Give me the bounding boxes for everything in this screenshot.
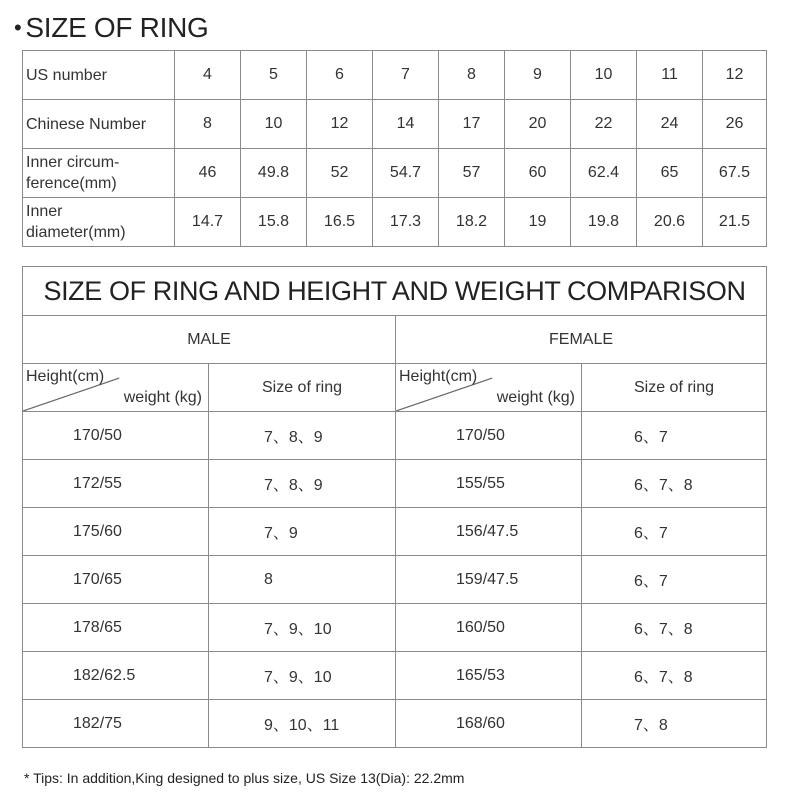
table-cell: 54.7 bbox=[373, 149, 439, 198]
female-header: FEMALE bbox=[396, 316, 767, 364]
male-ring-size: 9、10、11 bbox=[209, 700, 396, 748]
male-height-weight: 172/55 bbox=[23, 460, 209, 508]
table-cell: 26 bbox=[703, 100, 767, 149]
table-cell: 19 bbox=[505, 198, 571, 247]
male-height-weight: 178/65 bbox=[23, 604, 209, 652]
table-cell: 15.8 bbox=[241, 198, 307, 247]
table-row bbox=[23, 556, 767, 604]
table-row bbox=[23, 652, 767, 700]
table-cell: 17 bbox=[439, 100, 505, 149]
table-cell: 11 bbox=[637, 51, 703, 100]
table-cell: 52 bbox=[307, 149, 373, 198]
row-label: US number bbox=[23, 51, 175, 100]
title-bullet: • bbox=[14, 15, 22, 40]
table-cell: 49.8 bbox=[241, 149, 307, 198]
table-row bbox=[23, 604, 767, 652]
column-header-row bbox=[23, 364, 767, 412]
female-size-header: Size of ring bbox=[582, 364, 767, 412]
table-cell: 10 bbox=[571, 51, 637, 100]
table-cell: 5 bbox=[241, 51, 307, 100]
table-cell: 10 bbox=[241, 100, 307, 149]
female-height-weight: 159/47.5 bbox=[396, 556, 582, 604]
table-cell: 19.8 bbox=[571, 198, 637, 247]
table-cell: 18.2 bbox=[439, 198, 505, 247]
table-cell: 14 bbox=[373, 100, 439, 149]
table-cell: 14.7 bbox=[175, 198, 241, 247]
table-cell: 8 bbox=[175, 100, 241, 149]
female-ring-size: 6、7、8 bbox=[582, 604, 767, 652]
height-label: Height(cm) bbox=[399, 368, 478, 385]
male-height-weight: 175/60 bbox=[23, 508, 209, 556]
female-ring-size: 6、7、8 bbox=[582, 460, 767, 508]
male-ring-size: 7、8、9 bbox=[209, 412, 396, 460]
female-height-weight: 165/53 bbox=[396, 652, 582, 700]
table-row bbox=[23, 460, 767, 508]
table-row bbox=[23, 508, 767, 556]
row-label bbox=[23, 198, 175, 247]
table-cell: 21.5 bbox=[703, 198, 767, 247]
table-cell: 57 bbox=[439, 149, 505, 198]
table-cell: 22 bbox=[571, 100, 637, 149]
female-ring-size: 7、8 bbox=[582, 700, 767, 748]
male-height-weight: 170/50 bbox=[23, 412, 209, 460]
table-row bbox=[23, 700, 767, 748]
table-cell: 16.5 bbox=[307, 198, 373, 247]
comparison-title: SIZE OF RING AND HEIGHT AND WEIGHT COMPARISON bbox=[23, 267, 767, 316]
male-ring-size: 7、9 bbox=[209, 508, 396, 556]
female-height-weight: 156/47.5 bbox=[396, 508, 582, 556]
female-height-weight: 168/60 bbox=[396, 700, 582, 748]
female-height-weight: 170/50 bbox=[396, 412, 582, 460]
table-cell: 9 bbox=[505, 51, 571, 100]
tips-note: * Tips: In addition,King designed to plus size, US Size 13(Dia): 22.2mm bbox=[24, 770, 465, 786]
table-cell: 20.6 bbox=[637, 198, 703, 247]
table-cell: 6 bbox=[307, 51, 373, 100]
row-label bbox=[23, 149, 175, 198]
height-label: Height(cm) bbox=[26, 368, 105, 385]
row-label-line: Inner bbox=[26, 203, 63, 220]
male-size-header: Size of ring bbox=[209, 364, 396, 412]
table-cell: 65 bbox=[637, 149, 703, 198]
row-label: Chinese Number bbox=[23, 100, 175, 149]
inner-circumference-row bbox=[23, 149, 767, 198]
weight-label: weight (kg) bbox=[123, 389, 202, 406]
table-cell: 60 bbox=[505, 149, 571, 198]
female-height-weight: 155/55 bbox=[396, 460, 582, 508]
male-height-weight: 182/62.5 bbox=[23, 652, 209, 700]
female-height-weight-header bbox=[396, 364, 582, 412]
female-ring-size: 6、7、8 bbox=[582, 652, 767, 700]
male-ring-size: 8 bbox=[209, 556, 396, 604]
title-text: SIZE OF RING bbox=[25, 12, 209, 43]
male-ring-size: 7、8、9 bbox=[209, 460, 396, 508]
us-number-row bbox=[23, 51, 767, 100]
table-cell: 4 bbox=[175, 51, 241, 100]
row-label-line: diameter(mm) bbox=[26, 224, 126, 241]
table-cell: 46 bbox=[175, 149, 241, 198]
male-height-weight: 182/75 bbox=[23, 700, 209, 748]
female-ring-size: 6、7 bbox=[582, 556, 767, 604]
chinese-number-row bbox=[23, 100, 767, 149]
table-cell: 67.5 bbox=[703, 149, 767, 198]
row-label-line: Inner circum- bbox=[26, 154, 120, 171]
male-ring-size: 7、9、10 bbox=[209, 652, 396, 700]
table-cell: 62.4 bbox=[571, 149, 637, 198]
table-cell: 12 bbox=[703, 51, 767, 100]
male-height-weight-header bbox=[23, 364, 209, 412]
female-ring-size: 6、7 bbox=[582, 508, 767, 556]
page-title bbox=[14, 12, 208, 44]
table-cell: 17.3 bbox=[373, 198, 439, 247]
male-height-weight: 170/65 bbox=[23, 556, 209, 604]
height-weight-comparison-table bbox=[22, 266, 767, 748]
row-label-line: ference(mm) bbox=[26, 175, 117, 192]
table-cell: 7 bbox=[373, 51, 439, 100]
table-cell: 12 bbox=[307, 100, 373, 149]
female-ring-size: 6、7 bbox=[582, 412, 767, 460]
table-cell: 8 bbox=[439, 51, 505, 100]
male-ring-size: 7、9、10 bbox=[209, 604, 396, 652]
comparison-title-row bbox=[23, 267, 767, 316]
table-row bbox=[23, 412, 767, 460]
ring-size-table bbox=[22, 50, 767, 247]
table-cell: 24 bbox=[637, 100, 703, 149]
gender-header-row bbox=[23, 316, 767, 364]
table-cell: 20 bbox=[505, 100, 571, 149]
inner-diameter-row bbox=[23, 198, 767, 247]
male-header: MALE bbox=[23, 316, 396, 364]
weight-label: weight (kg) bbox=[496, 389, 575, 406]
female-height-weight: 160/50 bbox=[396, 604, 582, 652]
